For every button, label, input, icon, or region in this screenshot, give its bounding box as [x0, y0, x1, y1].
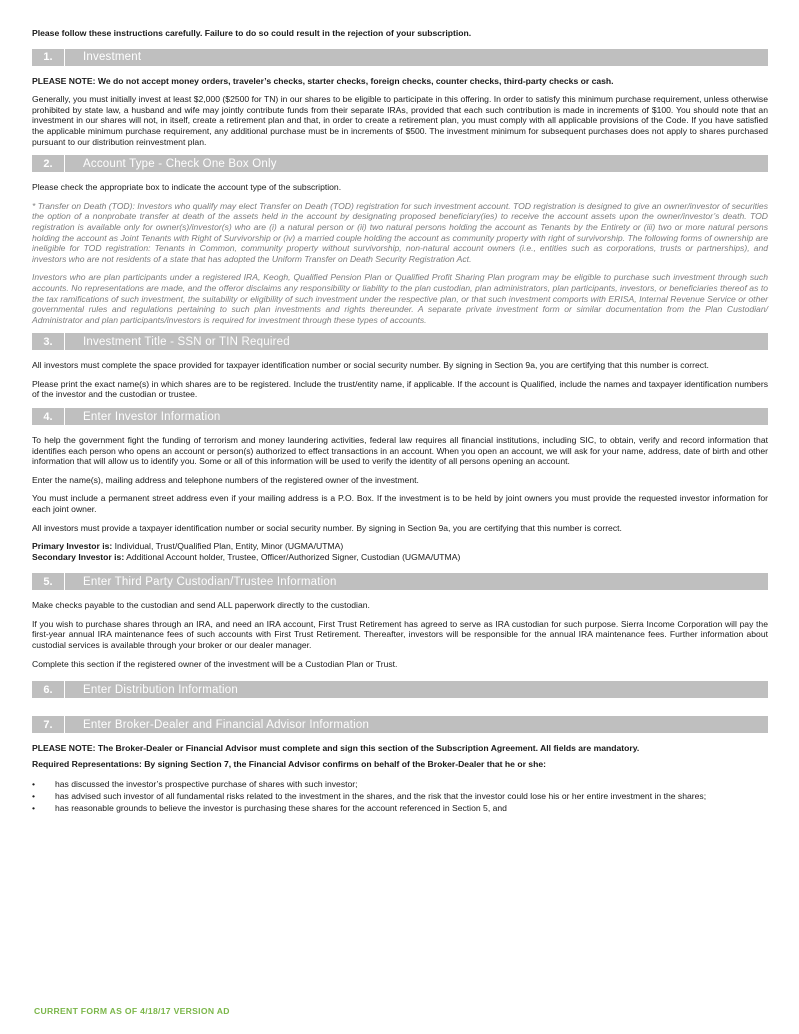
bullet-marker: •: [32, 779, 36, 790]
bullet-marker: •: [32, 802, 36, 813]
section-6-title: Enter Distribution Information: [83, 683, 238, 696]
secondary-investor-label: Secondary Investor is:: [32, 552, 125, 563]
section-divider: [64, 333, 65, 350]
list-item: [32, 779, 768, 790]
section-5-number: 5.: [43, 575, 53, 588]
section-divider: [64, 155, 65, 172]
section-7-number: 7.: [43, 718, 53, 731]
section-3-header: [32, 333, 768, 350]
section-divider: [64, 408, 65, 425]
list-item-text: has reasonable grounds to believe the investor is purchasing these shares for the account referenced in Section 5, and: [55, 802, 507, 813]
section-4-number: 4.: [43, 410, 53, 423]
section-1-note: PLEASE NOTE: We do not accept money orders, traveler’s checks, starter checks, foreign checks, counter checks, third-party checks or cash.: [32, 75, 614, 86]
section-4-title: Enter Investor Information: [83, 410, 221, 423]
section-4-paragraph: Enter the name(s), mailing address and telephone numbers of the registered owner of the investment.: [32, 474, 419, 485]
intro-text: Please follow these instructions carefully. Failure to do so could result in the rejection of your subscription.: [32, 28, 472, 38]
secondary-investor-value: Additional Account holder, Trustee, Officer/Authorized Signer, Custodian (UGMA/UTMA): [126, 552, 461, 563]
section-3-paragraph: Please print the exact name(s) in which shares are to be registered. Include the trust/entity name, if applicable. If the account is Qualified, include the names and taxpayer identification numbers of the investor and the custodian or trustee.: [32, 378, 768, 400]
list-item: [32, 791, 768, 802]
list-item-text: has advised such investor of all fundamental risks related to the investment in the shares, and the risk that the investor could lose his or her entire investment in the shares;: [55, 790, 707, 801]
section-6-header: [32, 681, 768, 698]
section-3-paragraph: All investors must complete the space provided for taxpayer identification number or social security number. By signing in Section 9a, you are certifying that this number is correct.: [32, 360, 709, 371]
primary-investor-value: Individual, Trust/Qualified Plan, Entity, Minor (UGMA/UTMA): [114, 541, 344, 552]
section-7-required-representations: Required Representations: By signing Section 7, the Financial Advisor confirms on behalf of the Broker-Dealer that he or she:: [32, 758, 546, 769]
instructions-page: [32, 28, 768, 814]
section-5-paragraph: Complete this section if the registered owner of the investment will be a Custodian Plan or Trust.: [32, 658, 398, 669]
section-7-note: PLEASE NOTE: The Broker-Dealer or Financial Advisor must complete and sign this section of the Subscription Agreement. All fields are mandatory.: [32, 743, 640, 754]
section-5-header: [32, 573, 768, 590]
section-2-paragraph: Please check the appropriate box to indicate the account type of the subscription.: [32, 182, 342, 193]
section-4-paragraph: To help the government fight the funding of terrorism and money laundering activities, federal law requires all financial institutions, including SIC, to obtain, verify and record information that identifies each person who opens an account or person(s) authorized to effect transactions in an account. When you open an account, we will ask for your name, address, date of birth and other information that will allow us to identify you. Some or all of this information will be used to verify the identity of all persons opening an account.: [32, 435, 768, 467]
section-7-header: [32, 716, 768, 733]
section-2-title: Account Type - Check One Box Only: [83, 157, 277, 170]
section-6-number: 6.: [43, 683, 53, 696]
bullet-marker: •: [32, 790, 36, 801]
section-2-tod-paragraph: * Transfer on Death (TOD): Investors who qualify may elect Transfer on Death (TOD) registration for such investment account. TOD registration is designed to give an owner/investor of securities the option of a nonprobate transfer at death of the assets held in the account by designating proposed beneficiary(ies) to receive the account assets upon the owner/investor’s death. TOD registration is available only for owner(s)/investor(s) who are (i) a natural person or (ii) two natural persons holding the account as Tenants by the Entirety or (iii) two or more natural persons holding the account as Joint Tenants with Right of Survivorship or (iv) a married couple holding the account as community property with right of survivorship. The following forms of ownership are ineligible for TOD registration: Tenants in Common, community property without survivorship, non-natural account owners (i.e., entities such as corporations, trusts or partnerships), and investors who are not residents of a state that has adopted the Uniform Transfer on Death Security Registration Act.: [32, 200, 768, 264]
section-5-paragraph: If you wish to purchase shares through an IRA, and need an IRA account, First Trust Retirement has agreed to serve as IRA custodian for such purpose. Sierra Income Corporation will pay the first-year annual IRA maintenance fees of such accounts with First Trust Retirement. Thereafter, investors will be responsible for the annual IRA maintenance fees. Further information about custodial services is available through your broker or our dealer manager.: [32, 618, 768, 650]
section-1-title: Investment: [83, 51, 142, 64]
representations-list: [32, 779, 768, 813]
section-4-header: [32, 408, 768, 425]
section-7-title: Enter Broker-Dealer and Financial Advisor Information: [83, 718, 370, 731]
section-3-title: Investment Title - SSN or TIN Required: [83, 335, 290, 348]
secondary-investor-line: [32, 552, 768, 563]
section-5-paragraph: Make checks payable to the custodian and send ALL paperwork directly to the custodian.: [32, 600, 370, 611]
list-item-text: has discussed the investor’s prospective purchase of shares with such investor;: [55, 779, 358, 790]
section-divider: [64, 681, 65, 698]
section-2-header: [32, 155, 768, 172]
section-1-number: 1.: [43, 51, 53, 64]
section-divider: [64, 716, 65, 733]
primary-investor-line: [32, 541, 768, 552]
section-1-header: [32, 49, 768, 66]
section-2-plan-paragraph: Investors who are plan participants under a registered IRA, Keogh, Qualified Pension Plan or Qualified Profit Sharing Plan program may be eligible to purchase such investment through such accounts. No representations are made, and the offeror disclaims any responsibility or liability to the plan custodian, plan administrators, plan participants, investors, or beneficiaries thereof as to the tax ramifications of such investment, the suitability or eligibility of such investment under the respective plan, or that such investment comports with ERISA, Internal Revenue Service or other governmental rules and regulations pertaining to such plan investments and rights thereunder. A separate private investment form or similar documentation from the Plan Custodian/ Administrator and plan participants/investors is required for investment through these types of accounts.: [32, 272, 768, 325]
section-3-number: 3.: [43, 335, 53, 348]
section-divider: [64, 49, 65, 66]
list-item: [32, 803, 768, 814]
section-divider: [64, 573, 65, 590]
section-4-paragraph: All investors must provide a taxpayer identification number or social security number. By signing in Section 9a, you are certifying that this number is correct.: [32, 522, 622, 533]
primary-investor-label: Primary Investor is:: [32, 541, 113, 552]
section-5-title: Enter Third Party Custodian/Trustee Information: [83, 575, 337, 588]
section-1-paragraph: Generally, you must initially invest at least $2,000 ($2500 for TN) in our shares to be eligible to participate in this offering. In order to satisfy this minimum purchase requirement, unless otherwise prohibited by state law, a husband and wife may jointly contribute funds from their separate IRAs, provided that each such contribution is made in increments of $100. You should note that an investment in our shares will not, in itself, create a retirement plan and that, in order to create a retirement plan, you must comply with all applicable provisions of the Code. If you have satisfied the applicable minimum purchase requirement, any additional purchase must be in increments of $500. The investment minimum for subsequent purchases does not apply to shares purchased pursuant to our distribution reinvestment plan.: [32, 94, 768, 147]
form-version-footer: CURRENT FORM AS OF 4/18/17 VERSION AD: [34, 1006, 230, 1016]
section-4-paragraph: You must include a permanent street address even if your mailing address is a P.O. Box. If the investment is to be held by joint owners you must provide the requested investor information for each joint owner.: [32, 493, 768, 515]
section-2-number: 2.: [43, 157, 53, 170]
